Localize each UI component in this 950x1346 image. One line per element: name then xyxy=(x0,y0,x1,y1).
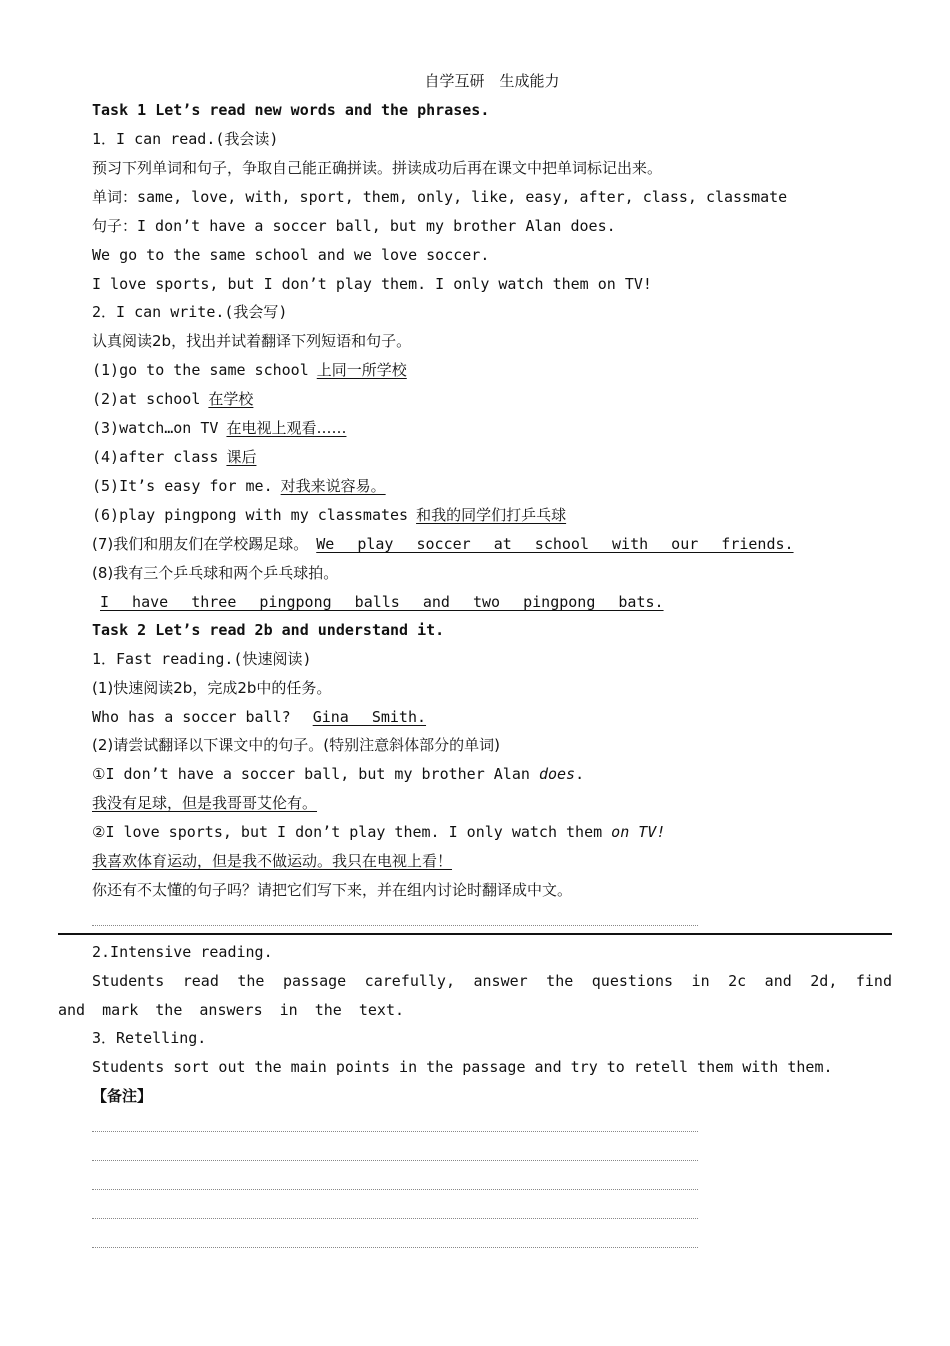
phrase-prompt: (5)It’s easy for me. xyxy=(92,477,273,495)
item1-label: 1．I can read.(我会读) xyxy=(92,130,279,148)
task1-heading: Task 1 Let’s read new words and the phrases. xyxy=(92,101,490,119)
sentence-2-text: ②I love sports, but I don’t play them. I only watch them xyxy=(92,823,612,841)
notes-line xyxy=(92,1247,698,1248)
notes-label: 【备注】 xyxy=(92,1087,153,1105)
phrase-prompt: (1)go to the same school xyxy=(92,361,309,379)
writing-line xyxy=(92,925,698,926)
phrase-answer: 课后 xyxy=(226,448,257,466)
sentence-1-end: . xyxy=(575,765,585,783)
notes-line xyxy=(92,1218,698,1219)
page-title: 自学互研 生成能力 xyxy=(424,72,560,90)
phrase-prompt: (2)at school xyxy=(92,390,201,408)
words-line: 单词：same, love, with, sport, them, only, like, easy, after, class, classmate xyxy=(92,188,788,206)
sentence-1-row xyxy=(92,764,584,784)
phrase-row xyxy=(92,447,256,467)
phrase-answer: We play soccer at school with our friends. xyxy=(316,535,794,553)
sentence-2-translation: 我喜欢体育运动，但是我不做运动。我只在电视上看！ xyxy=(92,852,453,870)
notes-line xyxy=(92,1189,698,1190)
sentence-1-translation-row xyxy=(92,793,317,813)
phrase-prompt: (6)play pingpong with my classmates xyxy=(92,506,409,524)
fast-reading-label: 1．Fast reading.(快速阅读) xyxy=(92,650,312,668)
item8-prompt: (8)我有三个乒乓球和两个乒乓球拍。 xyxy=(92,564,339,582)
phrase-row xyxy=(92,389,253,409)
fast-reading-sub2: (2)请尝试翻译以下课文中的句子。(特别注意斜体部分的单词) xyxy=(92,736,500,754)
phrase-row xyxy=(92,534,794,554)
phrase-row xyxy=(92,505,566,525)
notes-line xyxy=(92,1131,698,1132)
fast-reading-sub1: (1)快速阅读2b，完成2b中的任务。 xyxy=(92,679,332,697)
sentence-1-translation: 我没有足球，但是我哥哥艾伦有。 xyxy=(92,794,318,812)
sentence-1-text: ①I don’t have a soccer ball, but my brother Alan xyxy=(92,765,539,783)
question-answer: Gina Smith. xyxy=(312,708,427,726)
phrase-answer: 上同一所学校 xyxy=(316,361,407,379)
item2-label: 2．I can write.(我会写) xyxy=(92,303,288,321)
question-row xyxy=(92,707,426,727)
sentence-2: We go to the same school and we love soccer. xyxy=(92,246,490,264)
phrase-answer: 在电视上观看…… xyxy=(226,419,347,437)
page-break-rule xyxy=(58,933,892,935)
phrase-answer: 对我来说容易。 xyxy=(280,477,386,495)
sentence-1-italic: does xyxy=(538,765,576,783)
sentence-2-italic: on TV! xyxy=(611,823,666,841)
item8-answer-row xyxy=(92,592,664,612)
sentence-2-row xyxy=(92,822,665,842)
phrase-prompt: (3)watch…on TV xyxy=(92,419,219,437)
phrase-prompt: (4)after class xyxy=(92,448,219,466)
phrase-row xyxy=(92,418,346,438)
phrase-prompt: (7)我们和朋友们在学校踢足球。 xyxy=(92,535,309,553)
retelling-label: 3．Retelling. xyxy=(92,1029,207,1047)
sentence-2-translation-row xyxy=(92,851,452,871)
phrase-answer: 和我的同学们打乒乓球 xyxy=(416,506,567,524)
phrase-row xyxy=(92,360,407,380)
sentences-line: 句子：I don’t have a soccer ball, but my brother Alan does. xyxy=(92,217,616,235)
task2-heading: Task 2 Let’s read 2b and understand it. xyxy=(92,621,445,639)
item1-instruction: 预习下列单词和句子，争取自己能正确拼读。拼读成功后再在课文中把单词标记出来。 xyxy=(92,159,663,177)
intensive-reading-text: Students read the passage carefully, answer the questions in 2c and 2d, find and mark the answers in the text. xyxy=(58,972,892,1019)
ask-line: 你还有不太懂的句子吗？请把它们写下来，并在组内讨论时翻译成中文。 xyxy=(92,881,573,899)
intensive-reading-label: 2.Intensive reading. xyxy=(92,943,273,961)
retelling-text: Students sort out the main points in the passage and try to retell them with them. xyxy=(92,1058,833,1076)
item2-instruction: 认真阅读2b，找出并试着翻译下列短语和句子。 xyxy=(92,332,412,350)
item8-answer: I have three pingpong balls and two pingpong bats. xyxy=(100,593,664,611)
notes-line xyxy=(92,1160,698,1161)
question: Who has a soccer ball? xyxy=(92,708,291,726)
sentence-3: I love sports, but I don’t play them. I only watch them on TV! xyxy=(92,275,652,293)
phrase-answer: 在学校 xyxy=(208,390,254,408)
phrase-row xyxy=(92,476,386,496)
